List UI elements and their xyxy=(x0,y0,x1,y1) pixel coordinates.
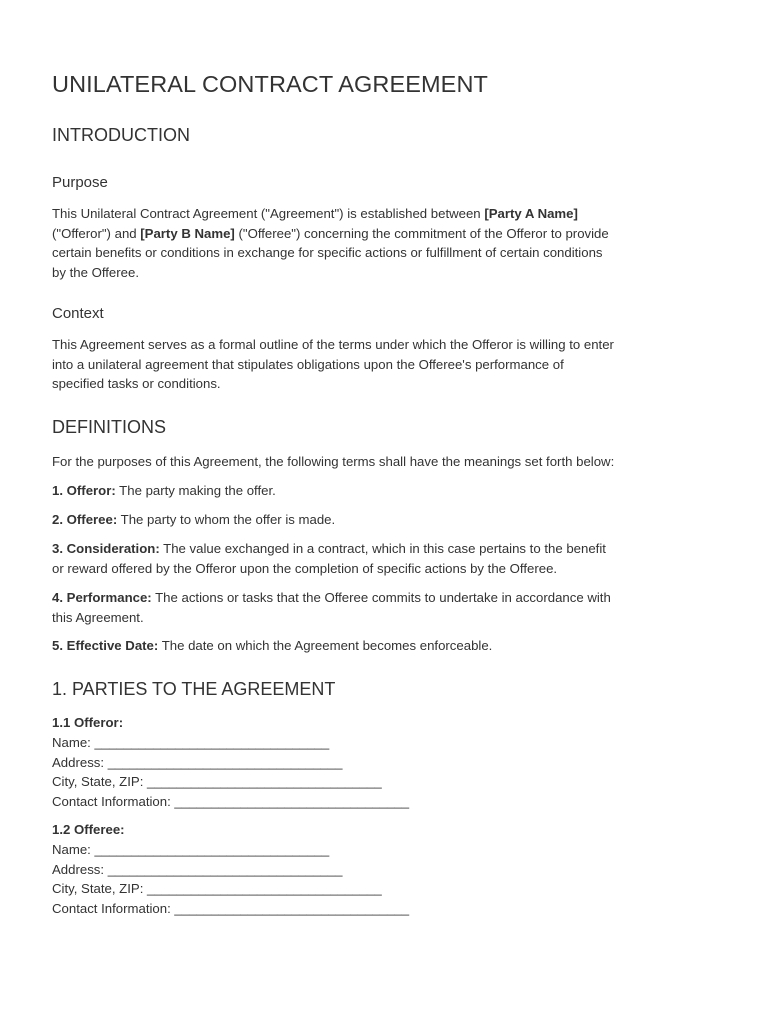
definition-performance: 4. Performance: The actions or tasks that the Offeree commits to undertake in accordance with xyxy=(52,590,611,605)
offeree-city-state-zip-field[interactable]: City, State, ZIP: ________________________________ xyxy=(52,881,382,896)
context-line-1: This Agreement serves as a formal outline of the terms under which the Offeror is willing to enter xyxy=(52,337,614,352)
definition-performance-cont: this Agreement. xyxy=(52,609,144,625)
introduction-heading: INTRODUCTION xyxy=(52,125,190,145)
offeree-contact-field[interactable]: Contact Information: ________________________________ xyxy=(52,900,410,916)
document-title: UNILATERAL CONTRACT AGREEMENT xyxy=(52,71,488,97)
context-line-2: into a unilateral agreement that stipulates obligations upon the Offeree's performance of xyxy=(52,356,564,372)
parties-heading: 1. PARTIES TO THE AGREEMENT xyxy=(52,679,336,699)
offeree-subheading: 1.2 Offeree: xyxy=(52,822,125,837)
offeree-name-field[interactable]: Name: ________________________________ xyxy=(52,842,330,857)
purpose-line-2: ("Offeror") and [Party B Name] ("Offeree") concerning the commitment of the Offeror to provide xyxy=(52,225,609,241)
context-line-3: specified tasks or conditions. xyxy=(52,376,221,391)
definition-effective-date: 5. Effective Date: The date on which the Agreement becomes enforceable. xyxy=(52,638,493,653)
context-heading: Context xyxy=(52,305,104,322)
purpose-line-3: certain benefits or conditions in exchange for specific actions or fulfillment of certain conditions xyxy=(52,245,603,260)
definition-offeror: 1. Offeror: The party making the offer. xyxy=(52,483,276,498)
offeror-contact-field[interactable]: Contact Information: ________________________________ xyxy=(52,793,410,809)
offeror-name-field[interactable]: Name: ________________________________ xyxy=(52,735,330,750)
purpose-line-4: by the Offeree. xyxy=(52,264,139,280)
definitions-heading: DEFINITIONS xyxy=(52,417,167,437)
definition-consideration-cont: or reward offered by the Offeror upon the completion of specific actions by the Offeree. xyxy=(52,560,558,576)
purpose-line-1: This Unilateral Contract Agreement ("Agreement") is established between [Party A Name] xyxy=(52,206,578,221)
definition-consideration: 3. Consideration: The value exchanged in a contract, which in this case pertains to the benefit xyxy=(52,541,606,556)
offeree-address-field[interactable]: Address: ________________________________ xyxy=(52,861,343,877)
offeror-address-field[interactable]: Address: ________________________________ xyxy=(52,754,343,770)
offeror-subheading: 1.1 Offeror: xyxy=(52,715,124,730)
offeror-city-state-zip-field[interactable]: City, State, ZIP: ________________________________ xyxy=(52,774,382,789)
definition-offeree: 2. Offeree: The party to whom the offer is made. xyxy=(52,512,336,527)
purpose-heading: Purpose xyxy=(52,174,108,191)
definitions-lead: For the purposes of this Agreement, the following terms shall have the meanings set forth below: xyxy=(52,454,615,469)
